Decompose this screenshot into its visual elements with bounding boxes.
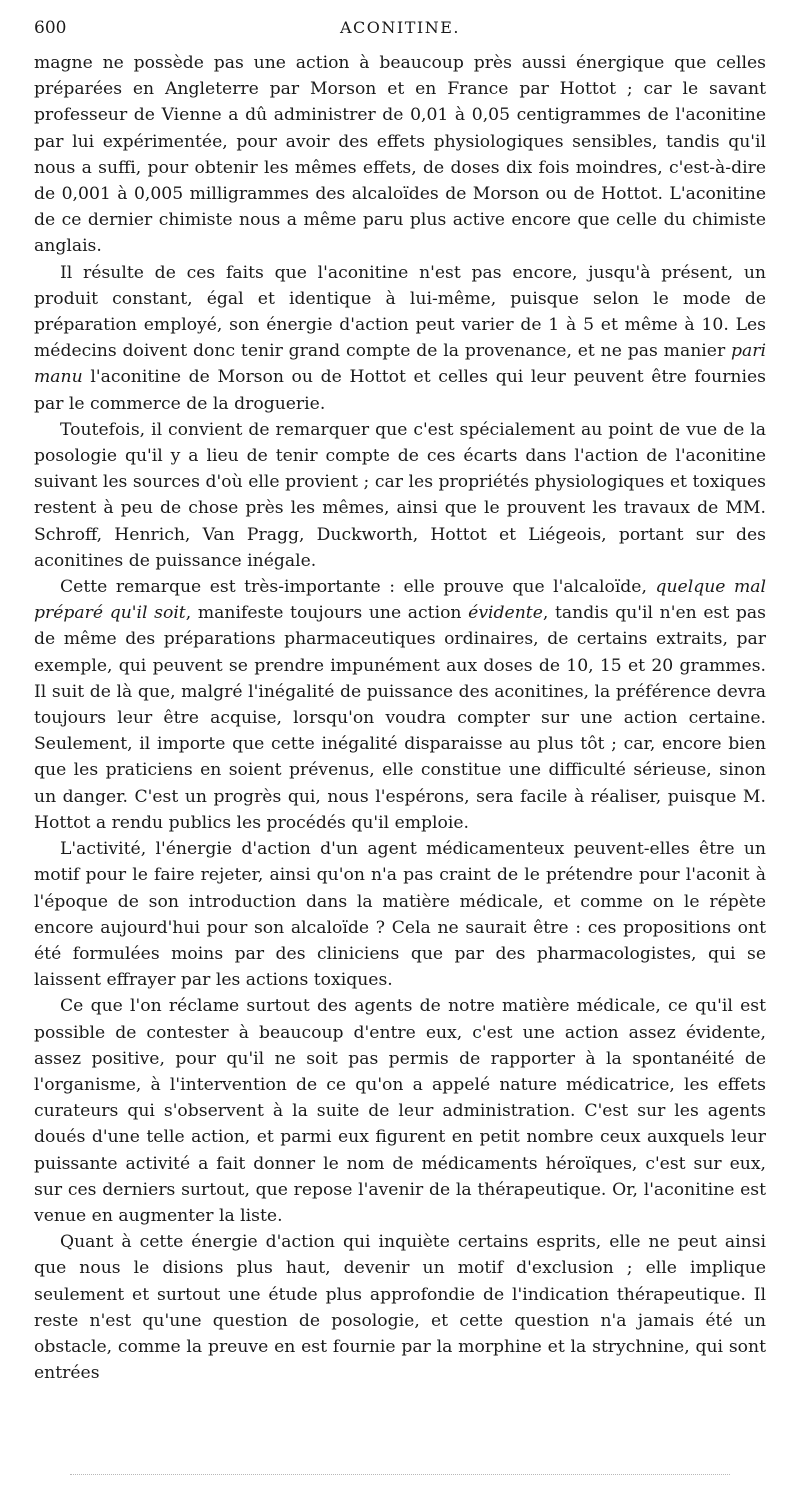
body-text [34,50,766,1386]
text-run: Ce que l'on réclame surtout des agents de notre matière médicale, ce qu'il est possible de contester à beaucoup d'entre eux, c'est une action assez évidente, assez positive, pour qu'il ne soit pas permis de rapporter à la spontanéité de l'organisme, à l'intervention de ce qu'on a appelé nature médicatrice, les effets curateurs qui s'observent à la suite de leur administration. C'est sur les agents doués d'une telle action, et parmi eux figurent en petit nombre ceux auxquels leur puissante activité a fait donner le nom de médicaments héroïques, c'est sur eux, sur ces derniers surtout, que repose l'avenir de la thérapeutique. Or, l'aconitine est venue en augmenter la liste. [34,996,766,1226]
text-run: Toutefois, il convient de remarquer que c'est spécialement au point de vue de la posologie qu'il y a lieu de tenir compte de ces écarts dans l'action de l'aconitine suivant les sources d'où elle provient ; car les propriétés physiologiques et toxiques restent à peu de chose près les mêmes, ainsi que le prouvent les travaux de MM. Schroff, Henrich, Van Pragg, Duckworth, Hottot et Liégeois, portant sur des aconitines de puissance inégale. [34,419,766,571]
text-run: , tandis qu'il n'en est pas de même des préparations pharmaceutiques ordinaires, de certains extraits, par exemple, qui peuvent se prendre impunément aux doses de 10, 15 et 20 grammes. Il suit de là que, malgré l'inégalité de puissance des aconitines, la préférence devra toujours leur être acquise, lorsqu'on voudra compter sur une action certaine. Seulement, il importe que cette inégalité disparaisse au plus tôt ; car, encore bien que les praticiens en soient prévenus, elle constitue une difficulté sérieuse, sinon un danger. C'est un progrès qui, nous l'espérons, sera facile à réaliser, puisque M. Hottot a rendu publics les procédés qu'il emploie. [34,603,766,833]
italic-phrase: quelque mal préparé qu'il soit [34,577,767,624]
book-page [34,14,766,1386]
paragraph [34,50,766,260]
paragraph [34,260,766,417]
page-number: 600 [34,18,67,38]
text-run: L'activité, l'énergie d'action d'un agent médicamenteux peuvent-elles être un motif pour le faire rejeter, ainsi qu'on n'a pas craint de le prétendre pour l'aconit à l'époque de son introduction dans la matière médicale, et comme on le répète encore aujourd'hui pour son alcaloïde ? Cela ne saurait être : ces propositions ont été formulées moins par des cliniciens que par des pharmacologistes, qui se laissent effrayer par les actions toxiques. [34,839,766,991]
paragraph [34,417,766,574]
paragraph [34,836,766,993]
bottom-rule [70,1474,730,1475]
paragraph [34,1229,766,1386]
paragraph [34,574,766,836]
page-header [34,14,766,40]
italic-phrase: pari manu [34,341,766,388]
text-run: l'aconitine de Morson ou de Hottot et celles qui leur peuvent être fournies par le commerce de la droguerie. [34,367,766,414]
text-run: , manifeste toujours une action [185,603,469,624]
italic-phrase: évidente [468,603,543,624]
text-run: magne ne possède pas une action à beaucoup près aussi énergique que celles préparées en Angleterre par Morson et en France par Hottot ; car le savant professeur de Vienne a dû administrer de 0,01 à 0,05 centigrammes de l'aconitine par lui expérimentée, pour avoir des effets physiologiques sensibles, tandis qu'il nous a suffi, pour obtenir les mêmes effets, de doses dix fois moindres, c'est-à-dire de 0,001 à 0,005 milligrammes des alcaloïdes de Morson ou de Hottot. L'aconitine de ce dernier chimiste nous a même paru plus active encore que celle du chimiste anglais. [34,53,766,257]
text-run: Il résulte de ces faits que l'aconitine n'est pas encore, jusqu'à présent, un produit constant, égal et identique à lui-même, puisque selon le mode de préparation employé, son énergie d'action peut varier de 1 à 5 et même à 10. Les médecins doivent donc tenir grand compte de la provenance, et ne pas manier [34,262,766,362]
text-run: Quant à cette énergie d'action qui inquiète certains esprits, elle ne peut ainsi que nous le disions plus haut, devenir un motif d'exclusion ; elle implique seulement et surtout une étude plus approfondie de l'indication thérapeutique. Il reste n'est qu'une question de posologie, et cette question n'a jamais été un obstacle, comme la preuve en est fournie par la morphine et la strychnine, qui sont entrées [34,1232,766,1384]
paragraph [34,993,766,1229]
running-title: ACONITINE. [340,18,460,37]
text-run: Cette remarque est très-importante : elle prouve que l'alcaloïde, [60,577,656,598]
